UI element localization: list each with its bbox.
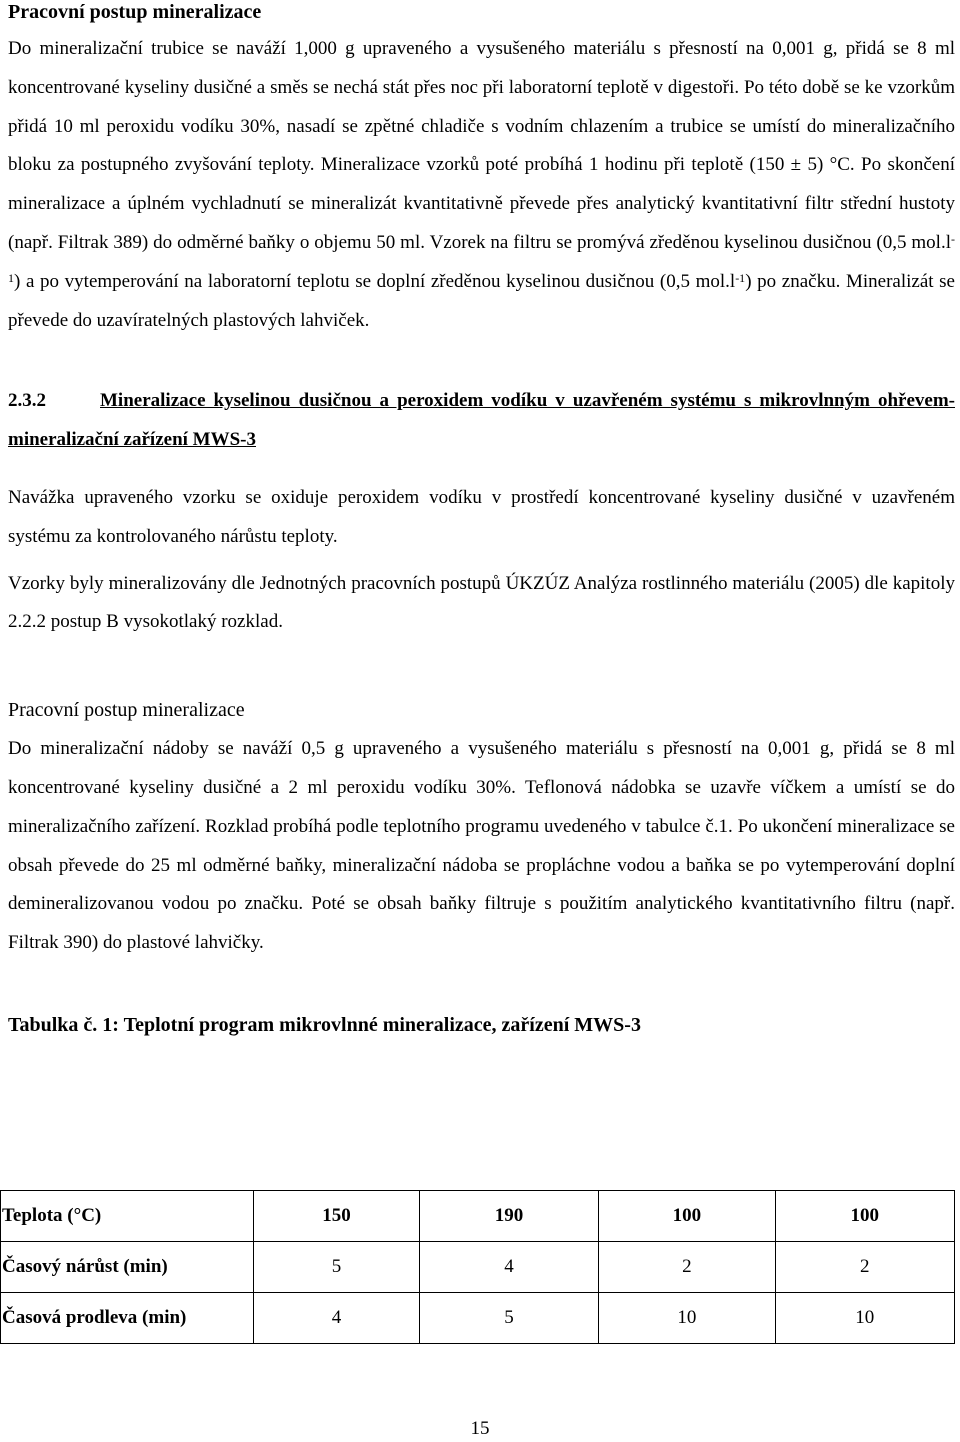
row-label: Časová prodleva (min): [1, 1293, 254, 1344]
table-cell: 2: [775, 1242, 954, 1293]
page-number: 15: [470, 1418, 490, 1439]
temperature-program-table: [0, 1190, 955, 1344]
subsection-number: 2.3.2: [8, 390, 46, 412]
subsection-heading-2-3-2: [8, 382, 955, 460]
table-cell: 190: [419, 1191, 598, 1242]
table-row-casova-prodleva: [1, 1293, 955, 1344]
table-cell: 5: [254, 1242, 419, 1293]
section-heading-pracovni-postup-2: Pracovní postup mineralizace: [8, 699, 245, 722]
document-page: [8, 0, 955, 1037]
table-cell: 100: [775, 1191, 954, 1242]
row-label: Časový nárůst (min): [1, 1242, 254, 1293]
table-cell: 2: [599, 1242, 775, 1293]
subsection-title: Mineralizace kyselinou dusičnou a peroxidem vodíku v uzavřeném systému s mikrovlnným ohřevem-mineralizační zařízení MWS-3: [8, 390, 955, 451]
paragraph-mineralizace-postup: [8, 30, 955, 340]
paragraph-text-part-c: ) po značku. Mineralizát se převede do uzavíratelných plastových lahviček.: [8, 270, 955, 331]
paragraph-navazka: Navážka upraveného vzorku se oxiduje peroxidem vodíku v prostředí koncentrované kyseliny dusičné v uzavřeném systému za kontrolovaného nárůstu teploty.: [8, 486, 955, 547]
superscript-minus-one: -1: [8, 231, 955, 285]
table-cell: 150: [254, 1191, 419, 1242]
superscript-minus-one: -1: [735, 270, 746, 285]
paragraph-text-part-a: Do mineralizační trubice se naváží 1,000 g upraveného a vysušeného materiálu s přesností na 0,001 g, přidá se 8 ml koncentrované kyseliny dusičné a směs se nechá stát přes noc při laboratorní teplotě v digestoři. Po této době se ke vzorkům přidá 10 ml peroxidu vodíku 30%, nasadí se zpětné chladiče s vodním chlazením a trubice se umístí do mineralizačního bloku za postupného zvyšování teploty. Mineralizace vzorků poté probíhá 1 hodinu při teplotě (150 ± 5) °C. Po skončení mineralizace a úplném vychladnutí se mineralizát kvantitativně převede přes analytický kvantitativní filtr střední hustoty (např. Filtrak 389) do odměrné baňky o objemu 50 ml. Vzorek na filtru se promývá zředěnou kyselinou dusičnou (0,5 mol.l: [8, 38, 955, 253]
table-caption: Tabulka č. 1: Teplotní program mikrovlnné mineralizace, zařízení MWS-3: [8, 1013, 641, 1036]
table-cell: 10: [775, 1293, 954, 1344]
section-heading-pracovni-postup: Pracovní postup mineralizace: [8, 1, 262, 23]
row-label: Teplota (°C): [1, 1191, 254, 1242]
table-cell: 4: [419, 1242, 598, 1293]
paragraph-mineralizacni-nadoby: Do mineralizační nádoby se naváží 0,5 g upraveného a vysušeného materiálu s přesností na 0,001 g, přidá se 8 ml koncentrované kyseliny dusičné a 2 ml peroxidu vodíku 30%. Teflonová nádobka se uzavře víčkem a umístí se do mineralizačního zařízení. Rozklad probíhá podle teplotního programu uvedeného v tabulce č.1. Po ukončení mineralizace se obsah převede do 25 ml odměrné baňky, mineralizační nádoba se propláchne vodou a baňka se po vytemperování doplní demineralizovanou vodou po značku. Poté se obsah baňky filtruje s použitím analytického kvantitativního filtru (např. Filtrak 390) do plastové lahvičky.: [8, 738, 955, 954]
table-cell: 10: [599, 1293, 775, 1344]
table-row-teplota: [1, 1191, 955, 1242]
table-cell: 5: [419, 1293, 598, 1344]
paragraph-text-part-b: ) a po vytemperování na laboratorní teplotu se doplní zředěnou kyselinou dusičnou (0,5 mol.l: [14, 270, 736, 292]
table-row-casovy-narust: [1, 1242, 955, 1293]
table-cell: 100: [599, 1191, 775, 1242]
paragraph-vzorky: Vzorky byly mineralizovány dle Jednotných pracovních postupů ÚKZÚZ Analýza rostlinného materiálu (2005) dle kapitoly 2.2.2 postup B vysokotlaký rozklad.: [8, 572, 955, 633]
table-cell: 4: [254, 1293, 419, 1344]
